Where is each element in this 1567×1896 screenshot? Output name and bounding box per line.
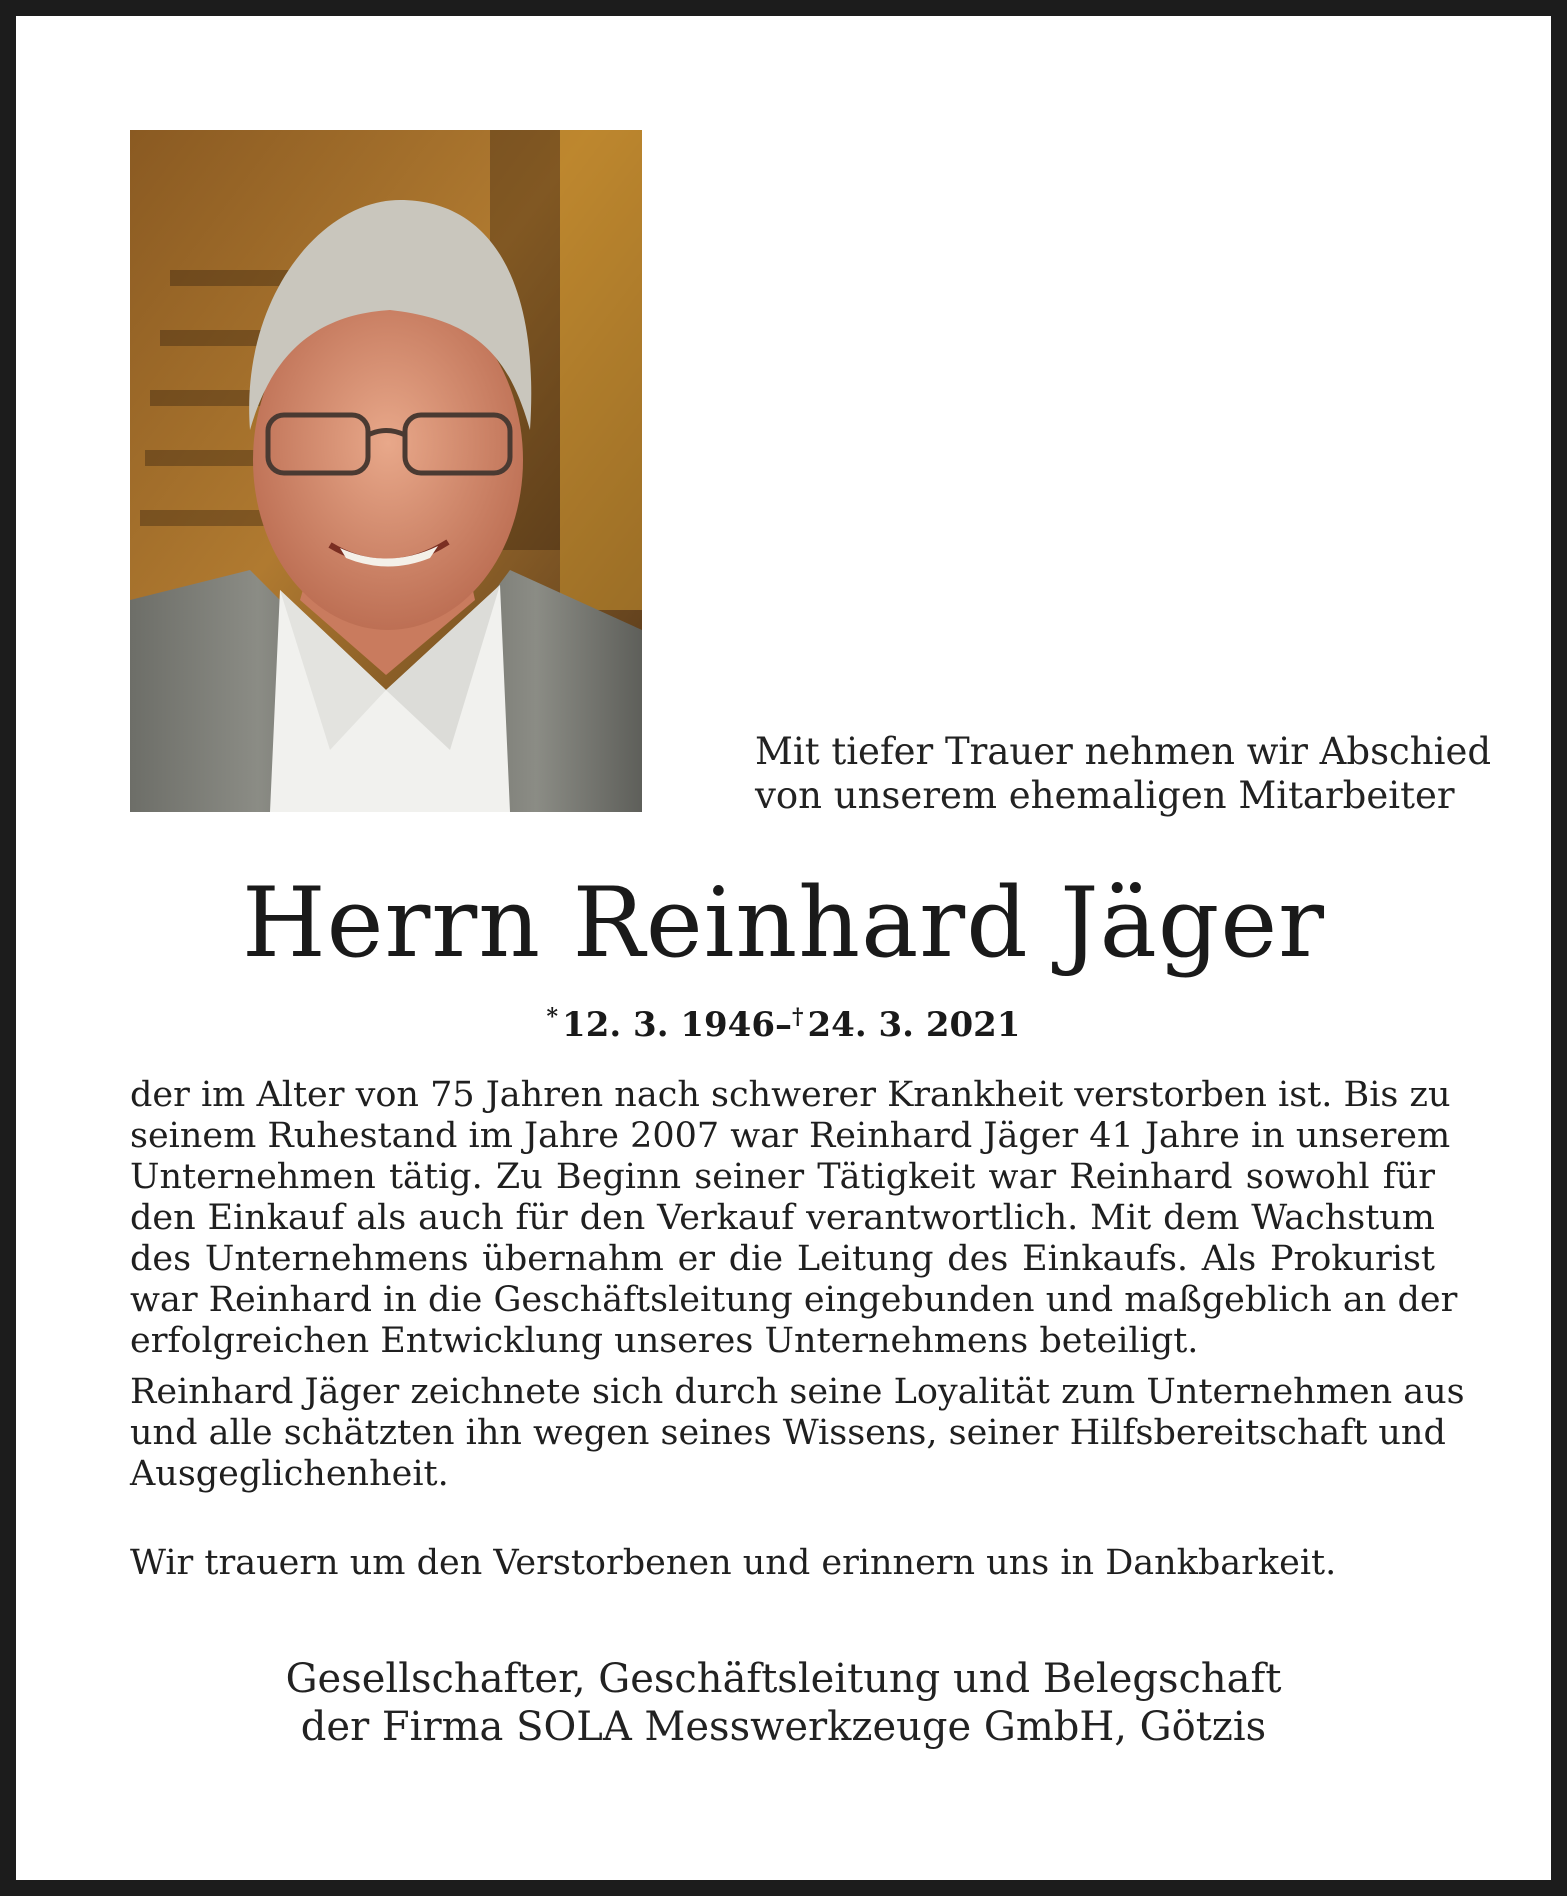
death-symbol: † <box>792 1004 804 1030</box>
birth-date: 12. 3. 1946 <box>562 1005 775 1045</box>
paragraph-1-line: erfolgreichen Entwicklung unseres Unternehmens beteiligt. <box>130 1321 1199 1361</box>
paragraph-2 <box>130 1372 1465 1495</box>
signature-line-2: der Firma SOLA Messwerkzeuge GmbH, Götzis <box>300 1704 1267 1750</box>
deceased-name: Herrn Reinhard Jäger <box>241 867 1326 979</box>
paragraph-3 <box>130 1543 1435 1584</box>
paragraph-1-line: war Reinhard in die Geschäftsleitung eingebunden und maßgeblich an der <box>130 1280 1458 1320</box>
intro-line-1: Mit tiefer Trauer nehmen wir Abschied <box>755 730 1492 773</box>
paragraph-1-line: den Einkauf als auch für den Verkauf verantwortlich. Mit dem Wachstum <box>130 1198 1435 1238</box>
paragraph-1-line: Unternehmen tätig. Zu Beginn seiner Tätigkeit war Reinhard sowohl für <box>130 1157 1435 1197</box>
paragraph-3-line: Wir trauern um den Verstorbenen und erinnern uns in Dankbarkeit. <box>130 1543 1337 1583</box>
paragraph-1-line: der im Alter von 75 Jahren nach schwerer Krankheit verstorben ist. Bis zu <box>130 1075 1451 1115</box>
life-dates <box>0 995 1567 1047</box>
date-separator: – <box>775 1005 792 1045</box>
signature-block <box>0 1655 1567 1751</box>
paragraph-2-line: Reinhard Jäger zeichnete sich durch seine Loyalität zum Unternehmen aus <box>130 1372 1465 1412</box>
paragraph-1-line: des Unternehmens übernahm er die Leitung des Einkaufs. Als Prokurist <box>130 1239 1435 1279</box>
obituary-body <box>130 1075 1465 1584</box>
paragraph-2-line: Ausgeglichenheit. <box>130 1454 449 1494</box>
birth-symbol: * <box>546 1004 559 1030</box>
portrait-illustration <box>130 130 642 812</box>
paragraph-1-line: seinem Ruhestand im Jahre 2007 war Reinhard Jäger 41 Jahre in unserem <box>130 1116 1451 1156</box>
paragraph-1 <box>130 1075 1458 1362</box>
intro-line-2: von unserem ehemaligen Mitarbeiter <box>755 774 1455 817</box>
signature-line-1: Gesellschafter, Geschäftsleitung und Belegschaft <box>285 1656 1282 1702</box>
portrait-photo <box>130 130 642 812</box>
paragraph-2-line: und alle schätzten ihn wegen seines Wissens, seiner Hilfsbereitschaft und <box>130 1413 1446 1453</box>
intro-text <box>755 730 1492 818</box>
death-date: 24. 3. 2021 <box>807 1005 1021 1045</box>
